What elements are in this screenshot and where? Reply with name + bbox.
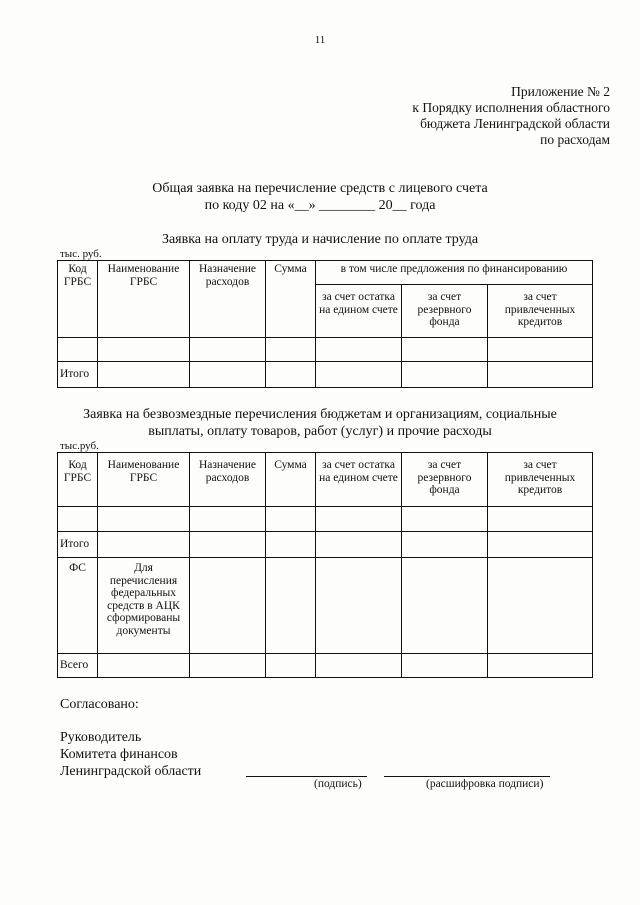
header-sum: Сумма: [266, 261, 316, 338]
grand-total-label: Всего: [58, 654, 98, 678]
cell: [488, 654, 593, 678]
header-name: Наименование ГРБС: [98, 261, 190, 338]
section1-table: [57, 260, 593, 388]
header-sub3: за счет привлеченных кредитов: [488, 453, 593, 507]
header-sub2: за счет резервного фонда: [402, 453, 488, 507]
cell: [402, 338, 488, 362]
header-sub3: за счет привлеченных кредитов: [488, 285, 593, 338]
title-line: Общая заявка на перечисление средств с лицевого счета: [152, 181, 488, 196]
section2-title-line: Заявка на безвозмездные перечисления бюджетам и организациям, социальные: [83, 407, 557, 422]
cell: [98, 507, 190, 532]
cell: [488, 362, 593, 388]
cell: [316, 362, 402, 388]
cell: [58, 507, 98, 532]
cell: [266, 362, 316, 388]
cell: [266, 558, 316, 654]
cell: [316, 558, 402, 654]
cell: [98, 362, 190, 388]
total-label: Итого: [58, 362, 98, 388]
cell: [402, 507, 488, 532]
cell: [402, 532, 488, 558]
signature-caption: (подпись): [314, 778, 362, 790]
name-decode-caption: (расшифровка подписи): [426, 778, 544, 790]
header-sub1: за счет остатка на едином счете: [316, 285, 402, 338]
cell: [488, 558, 593, 654]
cell: [190, 338, 266, 362]
signatory-role: [60, 729, 201, 780]
name-decode-line[interactable]: [384, 776, 550, 777]
role-line: Руководитель: [60, 730, 142, 745]
document-title: [0, 180, 640, 214]
cell: [402, 362, 488, 388]
cell: [316, 338, 402, 362]
cell: [488, 338, 593, 362]
table-row-fs: [58, 558, 593, 654]
header-code: Код ГРБС: [58, 261, 98, 338]
appendix-header: [412, 84, 610, 148]
total-label: Итого: [58, 532, 98, 558]
fs-note: Для перечисления федеральных средств в АЦК сформированы документы: [98, 558, 190, 654]
cell: [190, 532, 266, 558]
header-purpose: Назначение расходов: [190, 453, 266, 507]
cell: [98, 338, 190, 362]
table-row: [58, 507, 593, 532]
cell: [488, 532, 593, 558]
cell: [316, 532, 402, 558]
header-sum: Сумма: [266, 453, 316, 507]
cell: [488, 507, 593, 532]
cell: [266, 532, 316, 558]
agreed-label: Согласовано:: [60, 697, 139, 712]
cell: [98, 654, 190, 678]
cell: [266, 654, 316, 678]
table-row-total: [58, 532, 593, 558]
page-number: 11: [314, 34, 326, 46]
cell: [190, 507, 266, 532]
cell: [266, 507, 316, 532]
appendix-line: к Порядку исполнения областного: [412, 100, 610, 115]
fs-label: ФС: [58, 558, 98, 654]
section1-units: тыс. руб.: [60, 248, 102, 260]
cell: [190, 654, 266, 678]
table-row: [58, 338, 593, 362]
appendix-line: по расходам: [540, 132, 610, 147]
section2-table: [57, 452, 593, 678]
section2-units: тыс.руб.: [60, 440, 99, 452]
section2-title-line: выплаты, оплату товаров, работ (услуг) и прочие расходы: [148, 424, 492, 439]
cell: [190, 362, 266, 388]
appendix-line: Приложение № 2: [511, 84, 610, 99]
cell: [316, 507, 402, 532]
cell: [98, 532, 190, 558]
header-name: Наименование ГРБС: [98, 453, 190, 507]
cell: [402, 654, 488, 678]
table-row-total: [58, 362, 593, 388]
signature-line[interactable]: [246, 776, 367, 777]
cell: [190, 558, 266, 654]
header-group: в том числе предложения по финансированию: [316, 261, 593, 285]
header-sub1: за счет остатка на едином счете: [316, 453, 402, 507]
header-purpose: Назначение расходов: [190, 261, 266, 338]
section1-title: Заявка на оплату труда и начисление по оплате труда: [161, 232, 479, 247]
role-line: Комитета финансов: [60, 747, 178, 762]
role-line: Ленинградской области: [60, 764, 202, 779]
cell: [58, 338, 98, 362]
section2-title: [0, 406, 640, 440]
cell: [402, 558, 488, 654]
table-row-grand-total: [58, 654, 593, 678]
cell: [316, 654, 402, 678]
header-code: Код ГРБС: [58, 453, 98, 507]
cell: [266, 338, 316, 362]
header-sub2: за счет резервного фонда: [402, 285, 488, 338]
appendix-line: бюджета Ленинградской области: [420, 116, 610, 131]
title-line: по коду 02 на «__» ________ 20__ года: [204, 198, 436, 213]
